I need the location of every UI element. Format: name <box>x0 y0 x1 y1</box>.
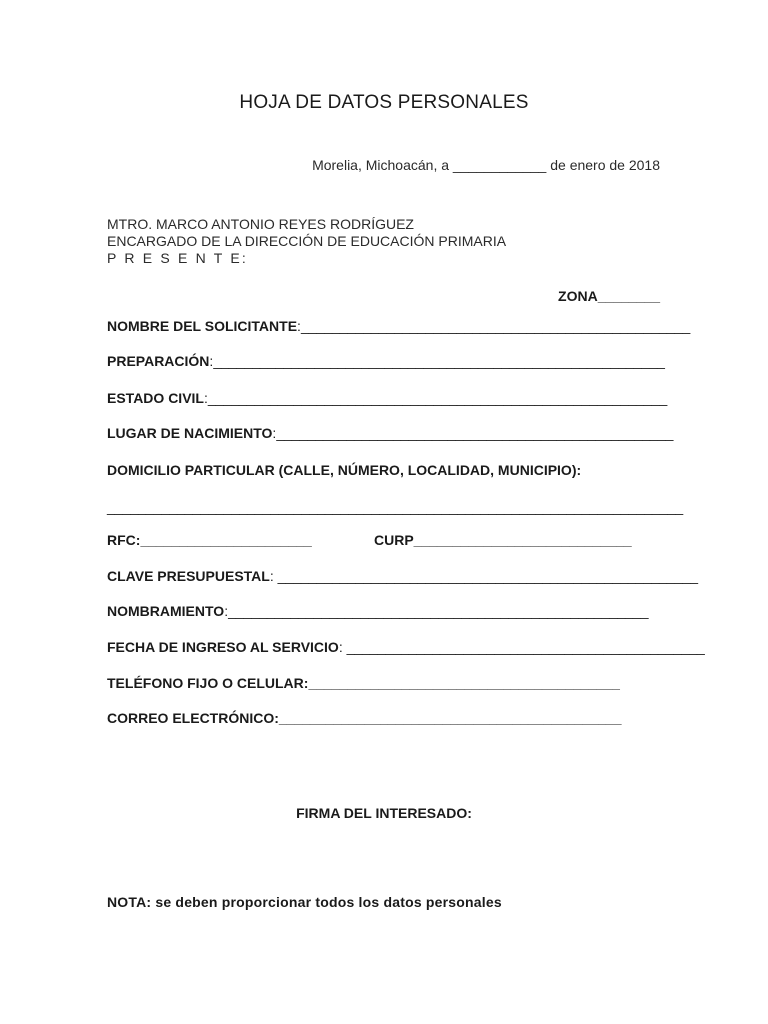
field-label: FECHA DE INGRESO AL SERVICIO <box>107 639 339 655</box>
field-label: CLAVE PRESUPUESTAL <box>107 568 270 584</box>
note-text: NOTA: se deben proporcionar todos los datos personales <box>107 894 502 910</box>
field-clave-presupuestal[interactable]: CLAVE PRESUPUESTAL: ______________________________________________________ <box>107 568 699 584</box>
field-label: DOMICILIO PARTICULAR (CALLE, NÚMERO, LOCALIDAD, MUNICIPIO): <box>107 462 582 478</box>
addressee-name: MTRO. MARCO ANTONIO REYES RODRÍGUEZ <box>107 216 414 232</box>
field-nombramiento[interactable]: NOMBRAMIENTO:______________________________________________________ <box>107 603 649 619</box>
field-row-rfc-curp <box>107 532 660 548</box>
field-label: RFC: <box>107 532 141 548</box>
field-telefono[interactable] <box>107 675 660 691</box>
field-correo[interactable] <box>107 710 660 726</box>
addressee-position: ENCARGADO DE LA DIRECCIÓN DE EDUCACIÓN PRIMARIA <box>107 233 507 249</box>
field-rfc[interactable] <box>107 532 312 548</box>
field-label: CURP <box>374 532 414 548</box>
addressee-block <box>107 216 506 267</box>
field-domicilio-particular <box>107 462 660 478</box>
field-lugar-nacimiento[interactable]: LUGAR DE NACIMIENTO:___________________________________________________ <box>107 425 674 441</box>
field-blank[interactable]: ______________________ <box>140 532 312 548</box>
field-label: NOMBRE DEL SOLICITANTE <box>107 318 298 334</box>
document-title: HOJA DE DATOS PERSONALES <box>239 92 529 113</box>
field-blank[interactable]: ____________________________________________ <box>278 710 622 726</box>
field-label: LUGAR DE NACIMIENTO <box>107 425 273 441</box>
dateline: Morelia, Michoacán, a ____________ de enero de 2018 <box>312 157 660 173</box>
field-blank[interactable]: ____________________________ <box>413 532 632 548</box>
field-nombre-solicitante[interactable]: NOMBRE DEL SOLICITANTE:__________________________________________________ <box>107 318 691 334</box>
field-blank[interactable]: __________________________________________________________ <box>213 353 665 369</box>
field-blank[interactable]: ___________________________________________________________ <box>207 390 668 406</box>
field-estado-civil[interactable]: ESTADO CIVIL:___________________________________________________________ <box>107 390 668 406</box>
field-domicilio-blank[interactable]: __________________________________________________________________________ <box>107 499 684 515</box>
field-blank[interactable]: ________________________________________ <box>308 675 620 691</box>
field-label: NOMBRAMIENTO <box>107 603 225 619</box>
field-label: PREPARACIÓN <box>107 353 210 369</box>
presente-label: P R E S E N T E: <box>107 250 249 266</box>
signature-label: FIRMA DEL INTERESADO: <box>296 805 472 821</box>
field-blank[interactable]: __________________________________________________ <box>300 318 691 334</box>
field-blank[interactable]: ______________________________________________ <box>346 639 705 655</box>
field-blank[interactable]: ______________________________________________________ <box>277 568 699 584</box>
field-fecha-ingreso[interactable]: FECHA DE INGRESO AL SERVICIO: ______________________________________________ <box>107 639 705 655</box>
field-blank[interactable]: ___________________________________________________ <box>276 425 674 441</box>
field-preparacion[interactable]: PREPARACIÓN:__________________________________________________________ <box>107 353 665 369</box>
field-label: TELÉFONO FIJO O CELULAR: <box>107 675 309 691</box>
field-label: CORREO ELECTRÓNICO: <box>107 710 279 726</box>
field-label: ESTADO CIVIL <box>107 390 204 406</box>
zona-field[interactable]: ZONA________ <box>558 288 660 304</box>
field-blank[interactable]: ______________________________________________________ <box>228 603 649 619</box>
field-curp[interactable] <box>374 532 632 548</box>
